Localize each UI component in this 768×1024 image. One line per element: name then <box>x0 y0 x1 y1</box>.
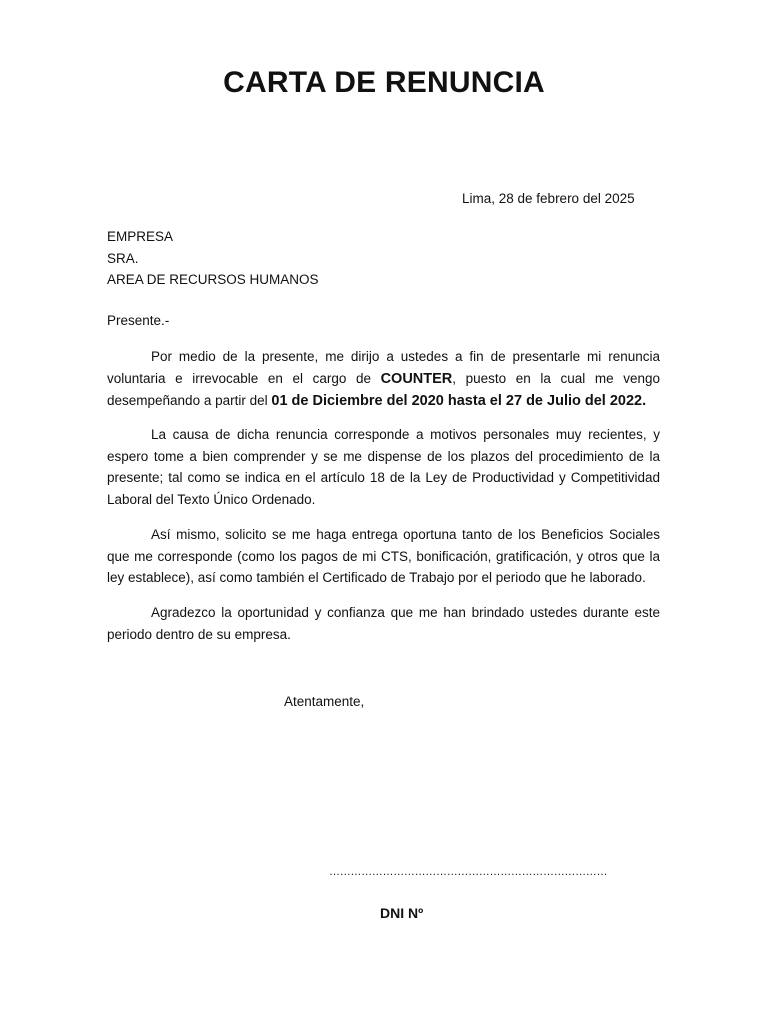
paragraph-reason: La causa de dicha renuncia corresponde a motivos personales muy recientes, y espero tome a bien comprender y se me dispense de los plazos del procedimiento de la presente; tal como se indica en el artículo 18 de la Ley de Productividad y Competitividad Laboral del Texto Único Ordenado. <box>107 427 660 507</box>
document-title: CARTA DE RENUNCIA <box>223 66 545 99</box>
letter-date: Lima, 28 de febrero del 2025 <box>462 191 635 206</box>
signature-line: …………………………………………………………………… <box>329 866 608 878</box>
job-position: COUNTER <box>380 370 453 387</box>
employment-period: 01 de Diciembre del 2020 hasta el 27 de Julio del 2022. <box>271 393 647 409</box>
paragraph-benefits: Así mismo, solicito se me haga entrega oportuna tanto de los Beneficios Sociales que me corresponde (como los pagos de mi CTS, bonificación, gratificación, y otros que la ley establece), así como también el Certificado de Trabajo por el periodo que he laborado. <box>107 527 660 585</box>
paragraph-resignation-text-b: , puesto en la cual me vengo desempeñando a partir del <box>107 370 660 408</box>
recipient-department: AREA DE RECURSOS HUMANOS <box>107 272 319 287</box>
recipient-company: EMPRESA <box>107 229 174 244</box>
paragraph-resignation <box>107 346 660 413</box>
paragraph-thanks: Agradezco la oportunidad y confianza que me han brindado ustedes durante este periodo dentro de su empresa. <box>107 605 660 642</box>
paragraph-resignation-text-a: Por medio de la presente, me dirijo a ustedes a fin de presentarle mi renuncia voluntaria e irrevocable en el cargo de <box>107 349 660 386</box>
recipient-title: SRA. <box>107 250 139 266</box>
greeting: Presente.- <box>107 313 170 328</box>
recipient-block <box>107 226 319 291</box>
closing: Atentamente, <box>284 694 365 709</box>
dni-label: DNI Nº <box>380 905 424 921</box>
